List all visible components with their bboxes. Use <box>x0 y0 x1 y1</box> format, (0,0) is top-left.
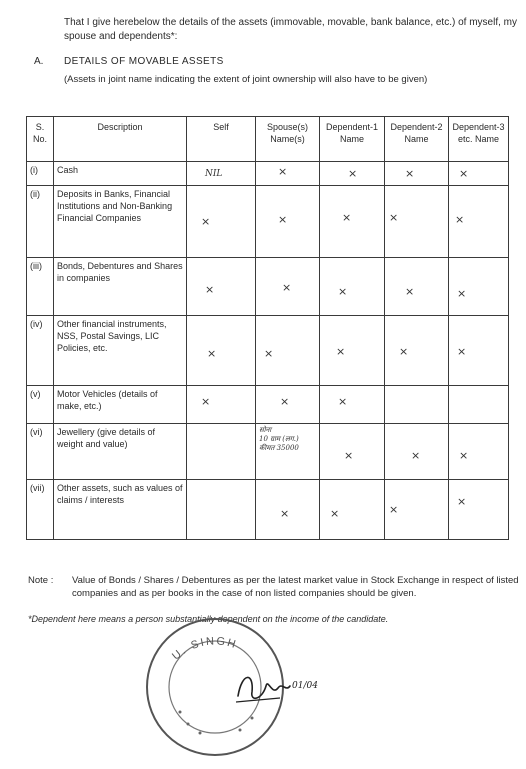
cross-mark: × <box>338 285 348 298</box>
seal-name: U. SINGH <box>170 635 239 663</box>
cross-mark: × <box>389 211 399 224</box>
dependent-footnote: *Dependent here means a person substantially dependent on the income of the candidate. <box>28 614 389 624</box>
cross-mark: × <box>330 507 340 520</box>
cross-mark: × <box>205 283 215 296</box>
cross-mark: × <box>342 211 352 224</box>
cross-mark: × <box>457 287 467 300</box>
table-row <box>27 480 509 540</box>
intro-text: That I give herebelow the details of the assets (immovable, movable, bank balance, etc.) of myself, my spouse and dependents*: <box>64 17 517 42</box>
header-spouse: Spouse(s) Name(s) <box>256 117 320 162</box>
cross-mark: × <box>405 285 415 298</box>
row-description: Bonds, Debentures and Shares in companies <box>54 258 187 316</box>
row-sno: (i) <box>27 162 54 186</box>
row-description: Cash <box>54 162 187 186</box>
header-sno: S. No. <box>27 117 54 162</box>
movable-assets-table <box>26 116 509 540</box>
note-label: Note : <box>28 575 54 586</box>
nil-handwritten: NIL <box>205 169 223 179</box>
cross-mark: × <box>348 167 358 180</box>
cross-mark: × <box>459 449 469 462</box>
handwritten-line: 10 ग्राम (लग.) <box>259 435 299 443</box>
row-description: Other financial instruments, NSS, Postal Savings, LIC Policies, etc. <box>54 316 187 386</box>
table-row <box>27 386 509 424</box>
cross-mark: × <box>201 395 211 408</box>
cross-mark: × <box>336 345 346 358</box>
header-dependent-2: Dependent-2 Name <box>385 117 449 162</box>
header-dependent-1: Dependent-1 Name <box>320 117 385 162</box>
row-sno: (ii) <box>27 186 54 258</box>
row-sno: (v) <box>27 386 54 424</box>
handwritten-line: कीमत 35000 <box>259 444 299 452</box>
cross-mark: × <box>280 395 290 408</box>
cell-dependent-1 <box>320 162 385 186</box>
cross-mark: × <box>455 213 465 226</box>
header-description: Description <box>54 117 187 162</box>
cross-mark: × <box>278 213 288 226</box>
cross-mark: × <box>280 507 290 520</box>
header-dependent-3: Dependent-3 etc. Name <box>449 117 509 162</box>
table-row <box>27 424 509 480</box>
cross-mark: × <box>399 345 409 358</box>
header-self: Self <box>187 117 256 162</box>
cross-mark: × <box>282 281 292 294</box>
cross-mark: × <box>207 347 217 360</box>
cross-mark: × <box>457 345 467 358</box>
table-row <box>27 186 509 258</box>
row-sno: (iii) <box>27 258 54 316</box>
row-sno: (vi) <box>27 424 54 480</box>
cross-mark: × <box>405 167 415 180</box>
cross-mark: × <box>278 165 288 178</box>
cross-mark: × <box>457 495 467 508</box>
cross-mark: × <box>459 167 469 180</box>
cell-dependent-2 <box>385 162 449 186</box>
row-description: Deposits in Banks, Financial Institutions and Non-Banking Financial Companies <box>54 186 187 258</box>
cell-spouse <box>256 162 320 186</box>
note-text: Value of Bonds / Shares / Debentures as per the latest market value in Stock Exchange in respect of listed companies and as per books in the case of non listed companies should be given. <box>72 575 519 599</box>
row-sno: (iv) <box>27 316 54 386</box>
section-title: DETAILS OF MOVABLE ASSETS <box>64 56 224 67</box>
cross-mark: × <box>389 503 399 516</box>
table-row <box>27 316 509 386</box>
svg-text:U. SINGH <box>170 635 239 662</box>
cell-dependent-3 <box>449 162 509 186</box>
section-subtitle: (Assets in joint name indicating the extent of joint ownership will also have to be given) <box>64 74 428 85</box>
table-row <box>27 258 509 316</box>
row-description: Other assets, such as values of claims / interests <box>54 480 187 540</box>
cross-mark: × <box>338 395 348 408</box>
cross-mark: × <box>344 449 354 462</box>
spouse-jewellery-note <box>256 424 320 480</box>
handwritten-line: सोना <box>259 426 272 434</box>
handwritten-signature <box>232 666 322 708</box>
table-header-row <box>27 117 509 162</box>
row-description: Motor Vehicles (details of make, etc.) <box>54 386 187 424</box>
table-row <box>27 162 509 186</box>
cell-self <box>187 162 256 186</box>
row-description: Jewellery (give details of weight and value) <box>54 424 187 480</box>
cross-mark: × <box>411 449 421 462</box>
signature-date: 01/04 <box>292 681 318 691</box>
cross-mark: × <box>201 215 211 228</box>
row-sno: (vii) <box>27 480 54 540</box>
cross-mark: × <box>264 347 274 360</box>
section-letter: A. <box>34 56 44 67</box>
